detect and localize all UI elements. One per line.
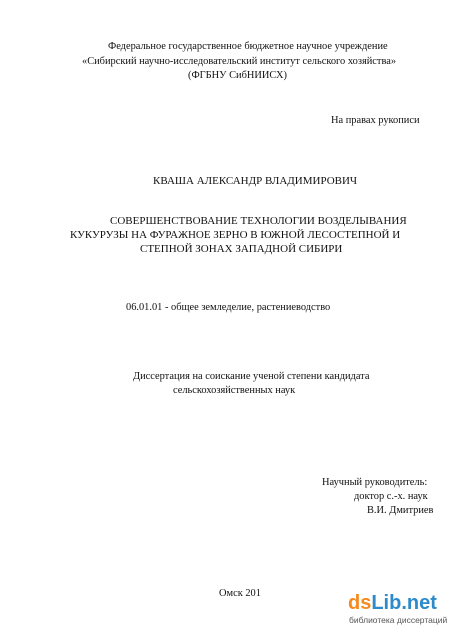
dslib-watermark[interactable]	[348, 593, 448, 633]
supervisor-label: Научный руководитель:	[322, 477, 428, 488]
logo-lib-text: Lib	[371, 592, 402, 614]
logo-net-text: .net	[401, 592, 437, 614]
author-name: КВАША АЛЕКСАНДР ВЛАДИМИРОВИЧ	[153, 175, 358, 187]
dissertation-degree-line-1: Диссертация на соискание ученой степени кандидата	[133, 371, 370, 382]
supervisor-name: В.И. Дмитриев	[367, 505, 434, 516]
institution-line-2: «Сибирский научно-исследовательский институт сельского хозяйства»	[82, 56, 397, 67]
supervisor-degree: доктор с.-х. наук	[354, 491, 428, 502]
specialty-code: 06.01.01 - общее земледелие, растениеводство	[126, 302, 331, 313]
institution-line-1: Федеральное государственное бюджетное научное учреждение	[108, 41, 388, 52]
city-year: Омск 201	[219, 588, 261, 599]
manuscript-rights-note: На правах рукописи	[331, 115, 420, 126]
thesis-title-line-2: КУКУРУЗЫ НА ФУРАЖНОЕ ЗЕРНО В ЮЖНОЙ ЛЕСОСТЕПНОЙ И	[70, 229, 401, 241]
thesis-title-line-3: СТЕПНОЙ ЗОНАХ ЗАПАДНОЙ СИБИРИ	[140, 243, 343, 255]
dissertation-degree-line-2: сельскохозяйственных наук	[173, 385, 296, 396]
thesis-title-line-1: СОВЕРШЕНСТВОВАНИЕ ТЕХНОЛОГИИ ВОЗДЕЛЫВАНИЯ	[110, 215, 407, 227]
dslib-logo	[348, 593, 437, 613]
watermark-subtitle: библиотека диссертаций	[349, 615, 448, 625]
institution-abbreviation: (ФГБНУ СибНИИСХ)	[188, 70, 288, 81]
logo-ds-text: ds	[348, 592, 372, 614]
